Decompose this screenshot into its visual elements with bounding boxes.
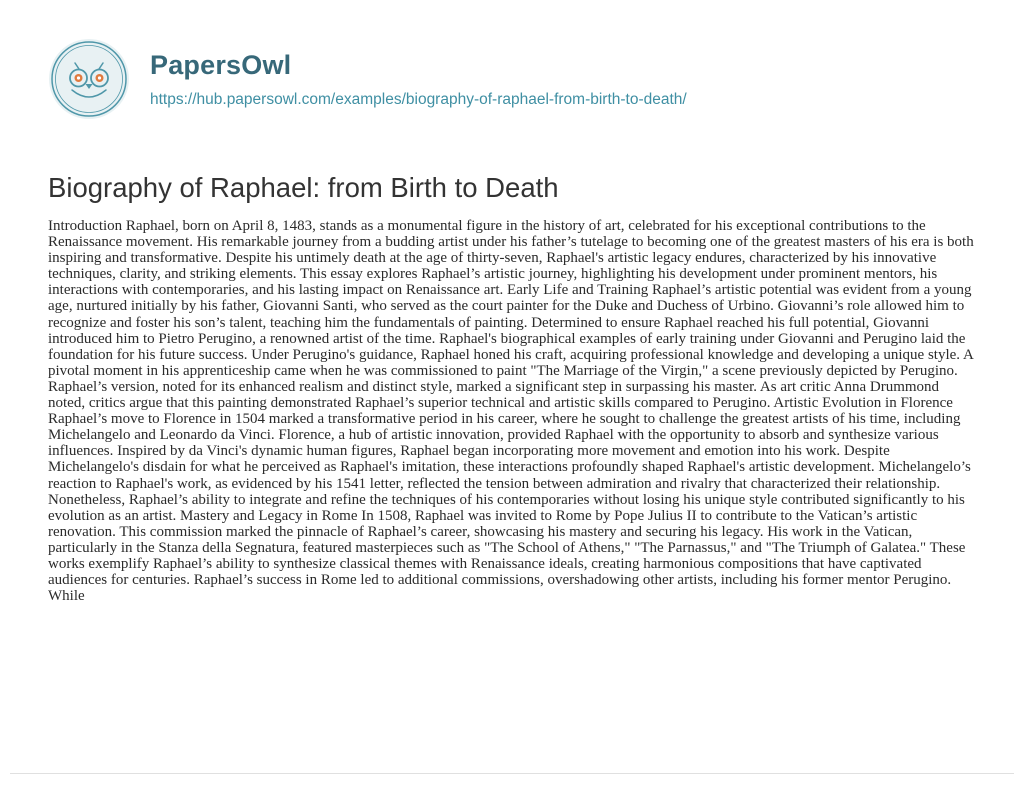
source-url-link[interactable]: https://hub.papersowl.com/examples/biography-of-raphael-from-birth-to-death/ — [150, 91, 687, 108]
article-title: Biography of Raphael: from Birth to Death — [48, 172, 559, 203]
brand-name: PapersOwl — [150, 50, 292, 80]
brand — [150, 49, 687, 109]
article-body: Introduction Raphael, born on April 8, 1483, stands as a monumental figure in the history of art, celebrated for his exceptional contributions to the Renaissance movement. His remarkable journey from a budding artist under his father’s tutelage to becoming one of the greatest masters of his era is both inspiring and transformative. Despite his untimely death at the age of thirty-seven, Raphael's artistic legacy endures, characterized by his innovative techniques, clarity, and striking elements. This essay explores Raphael’s artistic journey, highlighting his development under prominent mentors, his interactions with contemporaries, and his lasting impact on Renaissance art. Early Life and Training Raphael’s artistic potential was evident from a young age, nurtured initially by his father, Giovanni Santi, who served as the court painter for the Duke and Duchess of Urbino. Giovanni’s role allowed him to recognize and foster his son’s talent, teaching him the fundamentals of painting. Determined to ensure Raphael reached his full potential, Giovanni introduced him to Pietro Perugino, a renowned artist of the time. Raphael's biographical examples of early training under Giovanni and Perugino laid the foundation for his future success. Under Perugino's guidance, Raphael honed his craft, acquiring professional knowledge and developing a unique style. A pivotal moment in his apprenticeship came when he was commissioned to paint "The Marriage of the Virgin," a scene previously depicted by Perugino. Raphael’s version, noted for its enhanced realism and distinct style, marked a significant step in surpassing his master. As art critic Anna Drummond noted, critics argue that this painting demonstrated Raphael’s superior technical and artistic skills compared to Perugino. Artistic Evolution in Florence Raphael’s move to Florence in 1504 marked a transformative period in his career, where he sought to challenge the greatest artists of his time, including Michelangelo and Leonardo da Vinci. Florence, a hub of artistic innovation, provided Raphael with the opportunity to absorb and synthesize various influences. Inspired by da Vinci's dynamic human figures, Raphael began incorporating more movement and emotion into his work. Despite Michelangelo's disdain for what he perceived as Raphael's imitation, these interactions profoundly shaped Raphael's artistic development. Michelangelo’s reaction to Raphael's work, as evidenced by his 1541 letter, reflected the tension between admiration and rivalry that characterized their relationship. Nonetheless, Raphael’s ability to integrate and refine the techniques of his contemporaries without losing his unique style contributed significantly to his evolution as an artist. Mastery and Legacy in Rome In 1508, Raphael was invited to Rome by Pope Julius II to contribute to the Vatican’s artistic renovation. This commission marked the pinnacle of Raphael’s career, showcasing his mastery and securing his legacy. His work in the Vatican, particularly in the Stanza della Segnatura, featured masterpieces such as "The School of Athens," "The Parnassus," and "The Triumph of Galatea." These works exemplify Raphael’s ability to synthesize classical themes with Renaissance ideals, creating harmonious compositions that have captivated audiences for centuries. Raphael’s success in Rome led to additional commissions, overshadowing other artists, including his former mentor Perugino. While — [48, 218, 974, 605]
bottom-divider — [10, 773, 1014, 774]
header — [48, 38, 687, 120]
owl-logo-icon — [48, 38, 130, 120]
